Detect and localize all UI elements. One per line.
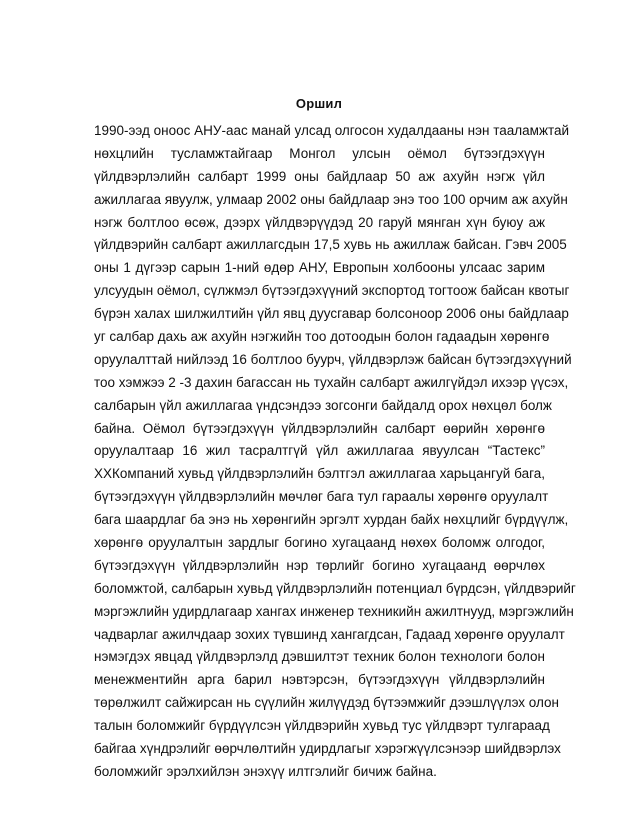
body-line: оны 1 дүгээр сарын 1-ний өдөр АНУ, Европын холбооны улсаас зарим (94, 260, 545, 276)
body-line: чадварлаг ажилчдаар зохих түвшинд хангагдсан, Гадаад хөрөнгө оруулалт (94, 626, 565, 642)
body-line: бага шаардлаг ба энэ нь хөрөнгийн эргэлт хурдан байх нөхцлийг бүрдүүлж, (94, 512, 569, 528)
body-line: оруулалтаар 16 жил тасралтгүй үйл ажиллагаа явуулсан “Тастекс” (94, 443, 545, 459)
body-line: үйлдвэрлэлийн салбарт 1999 оны байдлаар 50 аж ахуйн нэгж үйл (94, 168, 545, 184)
body-line: талын боломжийг бүрдүүлсэн үйлдвэрийн хувьд тус үйлдвэрт тулгараад (94, 718, 550, 734)
body-line: нэгж болтлоо өсөж, дээрх үйлдвэрүүдэд 20 гаруй мянган хүн буюу аж (94, 214, 545, 230)
body-line: ХХКомпаний хувьд үйлдвэрлэлийн бэлтгэл ажиллагаа харьцангуй бага, (94, 466, 545, 482)
body-line: төрөлжилт сайжирсан нь сүүлийн жилүүдэд бүтээмжийг дээшлүүлэх олон (94, 695, 560, 711)
body-line: мэргэжлийн удирдлагаар хангах инженер техникийн ажилтнууд, мэргэжлийн (94, 603, 574, 619)
body-line: 1990-ээд оноос АНУ-аас манай улсад олгосон худалдааны нэн тааламжтай (94, 123, 570, 138)
body-line: бүтээгдэхүүн үйлдвэрлэлийн нэр төрлийг богино хугацаанд өөрчлөх (94, 557, 545, 573)
body-line: салбарын үйл ажиллагаа үндсэндээ зогсонги байдалд орох нөхцөл болж (94, 397, 552, 413)
body-line: нэмэгдэх явцад үйлдвэрлэлд дэвшилтэт техник болон технологи болон (94, 649, 545, 665)
body-line: үйлдвэрийн салбарт ажиллагсдын 17,5 хувь нь ажиллаж байсан. Гэвч 2005 (94, 237, 567, 253)
body-line: хөрөнгө оруулалтын зардлыг богино хугацаанд нөхөх боломж олгодог, (94, 535, 545, 551)
body-line: байна. Оёмол бүтээгдэхүүн үйлдвэрлэлийн салбарт өөрийн хөрөнгө (94, 420, 545, 436)
document-body (94, 120, 576, 784)
body-line: менежментийн арга барил нэвтэрсэн, бүтээгдэхүүн үйлдвэрлэлийн (94, 672, 545, 688)
body-line: ажиллагаа явуулж, улмаар 2002 оны байдлаар энэ тоо 100 орчим аж ахуйн (94, 191, 568, 207)
body-line: нөхцлийн тусламжтайгаар Монгол улсын оёмол бүтээгдэхүүн (94, 145, 545, 161)
document-title: Оршил (295, 96, 343, 111)
body-line: оруулалттай нийлээд 16 болтлоо буурч, үйлдвэрлэж байсан бүтээгдэхүүний (94, 351, 572, 367)
body-line: уг салбар дахь аж ахуйн нэгжийн тоо дотоодын болон гадаадын хөрөнгө (94, 329, 550, 345)
body-line: тоо хэмжээ 2 -3 дахин багассан нь тухайн салбарт ажилгүйдэл ихээр үүсэх, (94, 374, 569, 390)
body-line: улсуудын оёмол, сүлжмэл бүтээгдэхүүний экспортод тогтоож байсан квотыг (94, 283, 570, 299)
body-line: бүрэн халах шилжилтийн үйл явц дуусгавар болсоноор 2006 оны байдлаар (94, 306, 569, 322)
body-line: боломжийг эрэлхийлэн энэхүү илтгэлийг бичиж байна. (94, 763, 437, 779)
body-line: боломжтой, салбарын хувьд үйлдвэрлэлийн потенциал бүрдсэн, үйлдвэрийг (94, 580, 576, 596)
body-line: байгаа хүндрэлийг өөрчлөлтийн удирдлагыг хэрэгжүүлсэнээр шийдвэрлэх (94, 741, 561, 757)
body-line: бүтээгдэхүүн үйлдвэрлэлийн мөчлөг бага тул гараалы хөрөнгө оруулалт (94, 489, 549, 505)
